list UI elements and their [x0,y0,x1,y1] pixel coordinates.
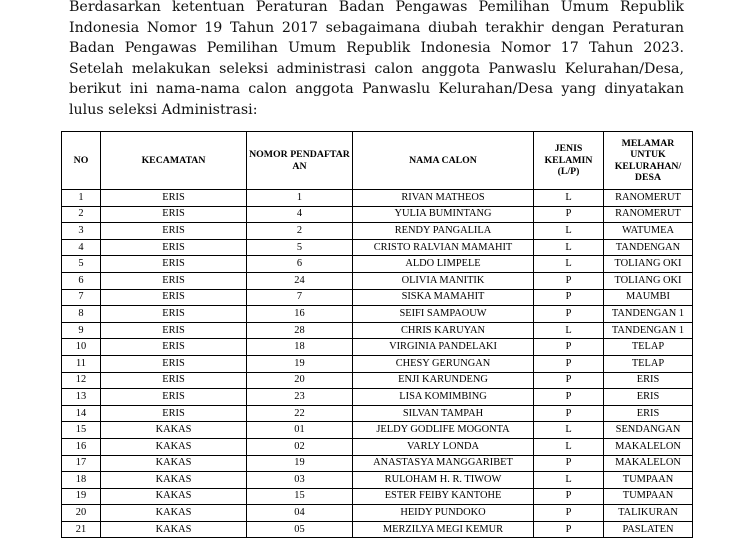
table-row [62,289,693,306]
table-row [62,339,693,356]
cell-melamar: RANOMERUT [604,190,693,207]
cell-melamar: MAUMBI [604,289,693,306]
cell-jenis-kelamin: P [534,505,604,522]
table-row [62,372,693,389]
cell-nomor: 01 [247,422,353,439]
cell-jenis-kelamin: P [534,206,604,223]
cell-nama: CRISTO RALVIAN MAMAHIT [353,239,534,256]
cell-melamar: PASLATEN [604,521,693,538]
cell-kecamatan: ERIS [101,289,247,306]
cell-melamar: WATUMEA [604,223,693,240]
cell-nomor: 20 [247,372,353,389]
header-melamar: MELAMAR UNTUK KELURAHAN/ DESA [604,132,693,190]
cell-jenis-kelamin: L [534,438,604,455]
cell-melamar: TUMPAAN [604,472,693,489]
cell-nama: JELDY GODLIFE MOGONTA [353,422,534,439]
cell-no: 1 [62,190,101,207]
intro-line: Setelah melakukan seleksi administrasi calon anggota Panwaslu Kelurahan/Desa, [69,60,684,77]
cell-no: 8 [62,306,101,323]
cell-nama: VIRGINIA PANDELAKI [353,339,534,356]
cell-kecamatan: KAKAS [101,505,247,522]
cell-nama: CHRIS KARUYAN [353,322,534,339]
cell-no: 13 [62,389,101,406]
cell-nomor: 03 [247,472,353,489]
cell-kecamatan: KAKAS [101,488,247,505]
cell-jenis-kelamin: L [534,223,604,240]
cell-nama: ESTER FEIBY KANTOHE [353,488,534,505]
cell-kecamatan: KAKAS [101,438,247,455]
cell-nama: VARLY LONDA [353,438,534,455]
table-row [62,272,693,289]
cell-no: 21 [62,521,101,538]
cell-nama: OLIVIA MANITIK [353,272,534,289]
cell-no: 10 [62,339,101,356]
cell-kecamatan: ERIS [101,190,247,207]
cell-jenis-kelamin: P [534,405,604,422]
cell-melamar: TANDENGAN 1 [604,306,693,323]
table-body [62,190,693,538]
cell-nomor: 18 [247,339,353,356]
cell-nomor: 23 [247,389,353,406]
cell-nama: ALDO LIMPELE [353,256,534,273]
cell-melamar: TOLIANG OKI [604,256,693,273]
cell-jenis-kelamin: P [534,272,604,289]
cell-nomor: 16 [247,306,353,323]
header-nama-calon: NAMA CALON [353,132,534,190]
cell-nama: MERZILYA MEGI KEMUR [353,521,534,538]
cell-no: 5 [62,256,101,273]
cell-nomor: 2 [247,223,353,240]
cell-jenis-kelamin: P [534,339,604,356]
table-row [62,389,693,406]
cell-kecamatan: ERIS [101,206,247,223]
cell-no: 18 [62,472,101,489]
intro-line: berikut ini nama-nama calon anggota Panwaslu Kelurahan/Desa yang dinyatakan [69,81,684,97]
cell-kecamatan: ERIS [101,306,247,323]
table-row [62,206,693,223]
header-no: NO [62,132,101,190]
table-row [62,472,693,489]
cell-kecamatan: KAKAS [101,422,247,439]
cell-melamar: ERIS [604,405,693,422]
cell-no: 19 [62,488,101,505]
cell-no: 9 [62,322,101,339]
intro-line: Berdasarkan ketentuan Peraturan Badan Pengawas Pemilihan Umum Republik [69,0,684,15]
table-row [62,190,693,207]
cell-kecamatan: KAKAS [101,521,247,538]
cell-nomor: 04 [247,505,353,522]
candidates-table [61,131,693,538]
cell-melamar: MAKALELON [604,438,693,455]
cell-nomor: 22 [247,405,353,422]
cell-nomor: 4 [247,206,353,223]
table-row [62,239,693,256]
cell-nama: ANASTASYA MANGGARIBET [353,455,534,472]
header-nomor-pendaftaran: NOMOR PENDAFTAR AN [247,132,353,190]
header-kecamatan: KECAMATAN [101,132,247,190]
intro-paragraph [69,0,684,120]
cell-kecamatan: ERIS [101,272,247,289]
cell-jenis-kelamin: L [534,239,604,256]
cell-no: 11 [62,355,101,372]
cell-no: 20 [62,505,101,522]
cell-no: 14 [62,405,101,422]
cell-nomor: 28 [247,322,353,339]
table-row [62,405,693,422]
cell-melamar: TANDENGAN [604,239,693,256]
cell-no: 6 [62,272,101,289]
cell-kecamatan: ERIS [101,256,247,273]
cell-melamar: ERIS [604,372,693,389]
cell-kecamatan: ERIS [101,223,247,240]
cell-nama: CHESY GERUNGAN [353,355,534,372]
cell-melamar: TOLIANG OKI [604,272,693,289]
table-row [62,438,693,455]
cell-kecamatan: KAKAS [101,455,247,472]
header-jenis-kelamin: JENIS KELAMIN (L/P) [534,132,604,190]
cell-kecamatan: ERIS [101,372,247,389]
cell-jenis-kelamin: P [534,306,604,323]
table-row [62,455,693,472]
table-row [62,422,693,439]
cell-nama: RULOHAM H. R. TIWOW [353,472,534,489]
cell-jenis-kelamin: P [534,455,604,472]
cell-jenis-kelamin: P [534,372,604,389]
cell-nama: LISA KOMIMBING [353,389,534,406]
cell-melamar: MAKALELON [604,455,693,472]
cell-nama: YULIA BUMINTANG [353,206,534,223]
cell-jenis-kelamin: L [534,256,604,273]
cell-melamar: ERIS [604,389,693,406]
cell-no: 3 [62,223,101,240]
cell-melamar: RANOMERUT [604,206,693,223]
cell-nama: ENJI KARUNDENG [353,372,534,389]
cell-nama: SEIFI SAMPAOUW [353,306,534,323]
cell-nomor: 7 [247,289,353,306]
cell-jenis-kelamin: P [534,389,604,406]
cell-melamar: TELAP [604,339,693,356]
table-row [62,355,693,372]
cell-nomor: 24 [247,272,353,289]
cell-nomor: 02 [247,438,353,455]
cell-kecamatan: ERIS [101,322,247,339]
cell-jenis-kelamin: L [534,190,604,207]
table-row [62,256,693,273]
table-row [62,322,693,339]
cell-no: 17 [62,455,101,472]
cell-melamar: TELAP [604,355,693,372]
cell-jenis-kelamin: P [534,355,604,372]
cell-nama: SISKA MAMAHIT [353,289,534,306]
intro-line: Indonesia Nomor 19 Tahun 2017 sebagaimana diubah terakhir dengan Peraturan [69,19,684,36]
cell-nomor: 6 [247,256,353,273]
cell-jenis-kelamin: P [534,521,604,538]
cell-jenis-kelamin: L [534,422,604,439]
cell-nama: SILVAN TAMPAH [353,405,534,422]
cell-nama: RENDY PANGALILA [353,223,534,240]
cell-nomor: 1 [247,190,353,207]
cell-nama: RIVAN MATHEOS [353,190,534,207]
cell-jenis-kelamin: L [534,472,604,489]
cell-kecamatan: ERIS [101,405,247,422]
cell-no: 2 [62,206,101,223]
cell-nomor: 19 [247,455,353,472]
cell-no: 7 [62,289,101,306]
cell-no: 15 [62,422,101,439]
cell-nama: HEIDY PUNDOKO [353,505,534,522]
intro-line: Badan Pengawas Pemilihan Umum Republik Indonesia Nomor 17 Tahun 2023. [69,40,684,56]
table-row [62,306,693,323]
table-row [62,505,693,522]
cell-kecamatan: ERIS [101,339,247,356]
cell-kecamatan: ERIS [101,239,247,256]
cell-no: 16 [62,438,101,455]
table-row [62,223,693,240]
cell-melamar: TUMPAAN [604,488,693,505]
cell-melamar: TALIKURAN [604,505,693,522]
cell-kecamatan: ERIS [101,355,247,372]
cell-melamar: SENDANGAN [604,422,693,439]
intro-line: lulus seleksi Administrasi: [69,101,258,118]
table-row [62,521,693,538]
cell-nomor: 15 [247,488,353,505]
cell-jenis-kelamin: P [534,488,604,505]
cell-melamar: TANDENGAN 1 [604,322,693,339]
cell-kecamatan: ERIS [101,389,247,406]
cell-nomor: 19 [247,355,353,372]
cell-nomor: 5 [247,239,353,256]
cell-no: 4 [62,239,101,256]
cell-no: 12 [62,372,101,389]
table-row [62,488,693,505]
cell-nomor: 05 [247,521,353,538]
table-header-row [62,132,693,190]
cell-jenis-kelamin: P [534,289,604,306]
cell-jenis-kelamin: L [534,322,604,339]
cell-kecamatan: KAKAS [101,472,247,489]
